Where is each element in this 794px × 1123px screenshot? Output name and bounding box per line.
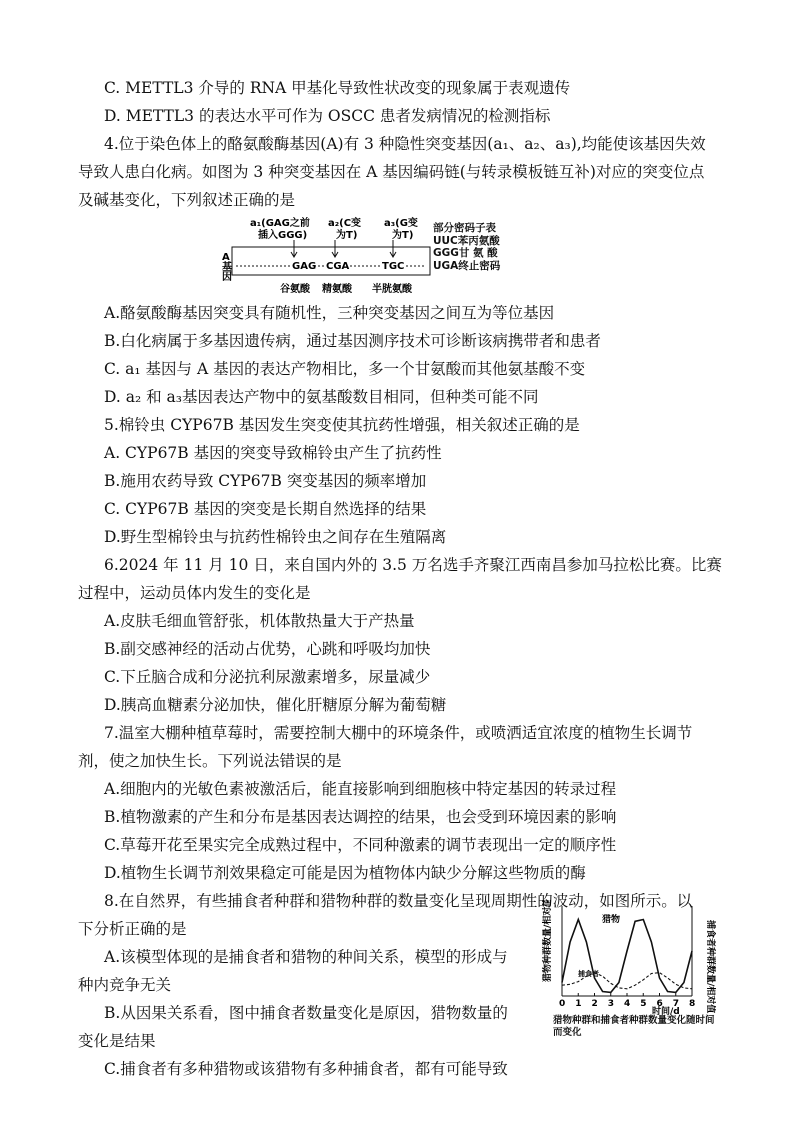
q6-option-c: C.下丘脑合成和分泌抗利尿激素增多，尿量减少 — [104, 668, 431, 686]
series-label-prey: 猎物 — [602, 915, 621, 925]
codon-table — [433, 222, 500, 272]
q4-stem-line2: 导致人患白化病。如图为 3 种突变基因在 A 基因编码链(与转录模板链互补)对应的突变位点 — [78, 163, 705, 181]
q7-option-c: C.草莓开花至果实完全成熟过程中，不同种激素的调节表现出一定的顺序性 — [104, 836, 617, 854]
q5-option-b: B.施用农药导致 CYP67B 突变基因的频率增加 — [104, 472, 427, 490]
q3-option-c: C. METTL3 介导的 RNA 甲基化导致性状改变的现象属于表观遗传 — [104, 79, 571, 97]
x-axis-label: 时间/d — [652, 1007, 680, 1015]
q7-stem-line2: 剂，使之加快生长。下列说法错误的是 — [78, 752, 342, 770]
q5-stem: 5.棉铃虫 CYP67B 基因发生突变使其抗药性增强，相关叙述正确的是 — [104, 416, 580, 434]
y-axis-right-label: 捕食者种群数量/相对值 — [705, 920, 715, 1014]
mut3-label-l2: 为T) — [392, 230, 414, 241]
codon-table-row-1: UUC苯丙氨酸 — [433, 234, 500, 247]
q6-stem-line1: 6.2024 年 11 月 10 日，来自国内外的 3.5 万名选手齐聚江西南昌参加马拉松比赛。比赛 — [104, 556, 722, 574]
q7-option-d: D.植物生长调节剂效果稳定可能是因为植物体内缺少分解这些物质的酶 — [104, 864, 586, 882]
codon-3: TGC — [382, 261, 405, 272]
q6-option-d: D.胰高血糖素分泌加快，催化肝糖原分解为葡萄糖 — [104, 696, 447, 714]
amino-acid-2: 精氨酸 — [322, 284, 352, 295]
mut3-label-l1: a₃(G变 — [384, 218, 418, 229]
q4-option-c: C. a₁ 基因与 A 基因的表达产物相比，多一个甘氨酸而其他氨基酸不变 — [104, 360, 586, 378]
q6-option-a: A.皮肤毛细血管舒张，机体散热量大于产热量 — [104, 612, 415, 630]
x-tick-label: 3 — [607, 999, 615, 1009]
gene-row-label-3: 因 — [222, 272, 232, 283]
codon-table-title: 部分密码子表 — [433, 222, 496, 234]
q4-stem-line1: 4.位于染色体上的酪氨酸酶基因(A)有 3 种隐性突变基因(a₁、a₂、a₃),均能使该基因失效 — [104, 135, 706, 153]
q8-option-c-line1: C.捕食者有多种猎物或该猎物有多种捕食者，都有可能导致 — [104, 1060, 508, 1078]
q8-option-b-line1: B.从因果关系看，图中捕食者数量变化是原因，猎物数量的 — [104, 1004, 508, 1022]
q8-option-a-line2: 种内竞争无关 — [78, 976, 172, 994]
q8-option-b-line2: 变化是结果 — [78, 1032, 156, 1050]
q4-option-a: A.酪氨酸酶基因突变具有随机性，三种突变基因之间互为等位基因 — [104, 304, 555, 322]
x-tick-label: 7 — [672, 999, 680, 1009]
x-tick-label: 5 — [640, 999, 647, 1009]
gene-row-label-2: 基 — [222, 262, 232, 273]
x-tick-label: 4 — [624, 999, 631, 1009]
amino-acid-1: 谷氨酸 — [280, 284, 310, 295]
x-tick-label: 1 — [575, 999, 582, 1009]
q4-stem-line3: 及碱基变化，下列叙述正确的是 — [78, 191, 296, 209]
q7-option-a: A.细胞内的光敏色素被激活后，能直接影响到细胞核中特定基因的转录过程 — [104, 780, 617, 798]
mut1-label-l1: a₁(GAG之前 — [250, 218, 310, 229]
chart-title: 猎物种群和捕食者种群数量变化随时间而变化 — [553, 1015, 715, 1038]
q7-stem-line1: 7.温室大棚种植草莓时，需要控制大棚中的环境条件，或喷洒适宜浓度的植物生长调节 — [104, 724, 693, 742]
x-tick-label: 2 — [591, 999, 598, 1009]
series-label-predator: 捕食者 — [578, 970, 599, 978]
gene-row-label-1: A — [222, 252, 230, 263]
codon-1: GAG — [292, 261, 317, 272]
q8-stem-line1: 8.在自然界，有些捕食者种群和猎物种群的数量变化呈现周期性的波动，如图所示。以 — [104, 892, 693, 910]
y-axis-left-label: 猎物种群数量/相对值 — [543, 900, 553, 982]
codon-table-row-2: GGG甘 氨 酸 — [433, 247, 498, 259]
codon-table-row-3: UGA终止密码 — [433, 259, 501, 272]
codon-2: CGA — [326, 261, 350, 272]
q7-option-b: B.植物激素的产生和分布是基因表达调控的结果，也会受到环境因素的影响 — [104, 808, 617, 826]
q6-option-b: B.副交感神经的活动占优势，心跳和呼吸均加快 — [104, 640, 431, 658]
q5-option-c: C. CYP67B 基因的突变是长期自然选择的结果 — [104, 500, 427, 518]
q5-option-a: A. CYP67B 基因的突变导致棉铃虫产生了抗药性 — [104, 444, 442, 462]
q3-option-d: D. METTL3 的表达水平可作为 OSCC 患者发病情况的检测指标 — [104, 107, 551, 125]
q4-option-b: B.白化病属于多基因遗传病，通过基因测序技术可诊断该病携带者和患者 — [104, 332, 601, 350]
x-tick-label: 0 — [559, 999, 566, 1009]
mut1-label-l2: 插入GGG) — [258, 230, 308, 241]
amino-acid-3: 半胱氨酸 — [372, 284, 412, 295]
q5-option-d: D.野生型棉铃虫与抗药性棉铃虫之间存在生殖隔离 — [104, 528, 447, 546]
x-tick-label: 6 — [656, 999, 663, 1009]
x-tick-label: 8 — [689, 999, 696, 1009]
q8-option-a-line1: A.该模型体现的是捕食者和猎物的种间关系，模型的形成与 — [104, 948, 508, 966]
mut2-label-l1: a₂(C变 — [328, 218, 362, 229]
population-chart-svg — [540, 900, 720, 1015]
mut2-label-l2: 为T) — [336, 230, 358, 241]
q8-stem-line2: 下分析正确的是 — [78, 920, 187, 938]
q6-stem-line2: 过程中，运动员体内发生的变化是 — [78, 584, 311, 602]
q4-option-d: D. a₂ 和 a₃基因表达产物中的氨基酸数目相同，但种类可能不同 — [104, 388, 539, 406]
